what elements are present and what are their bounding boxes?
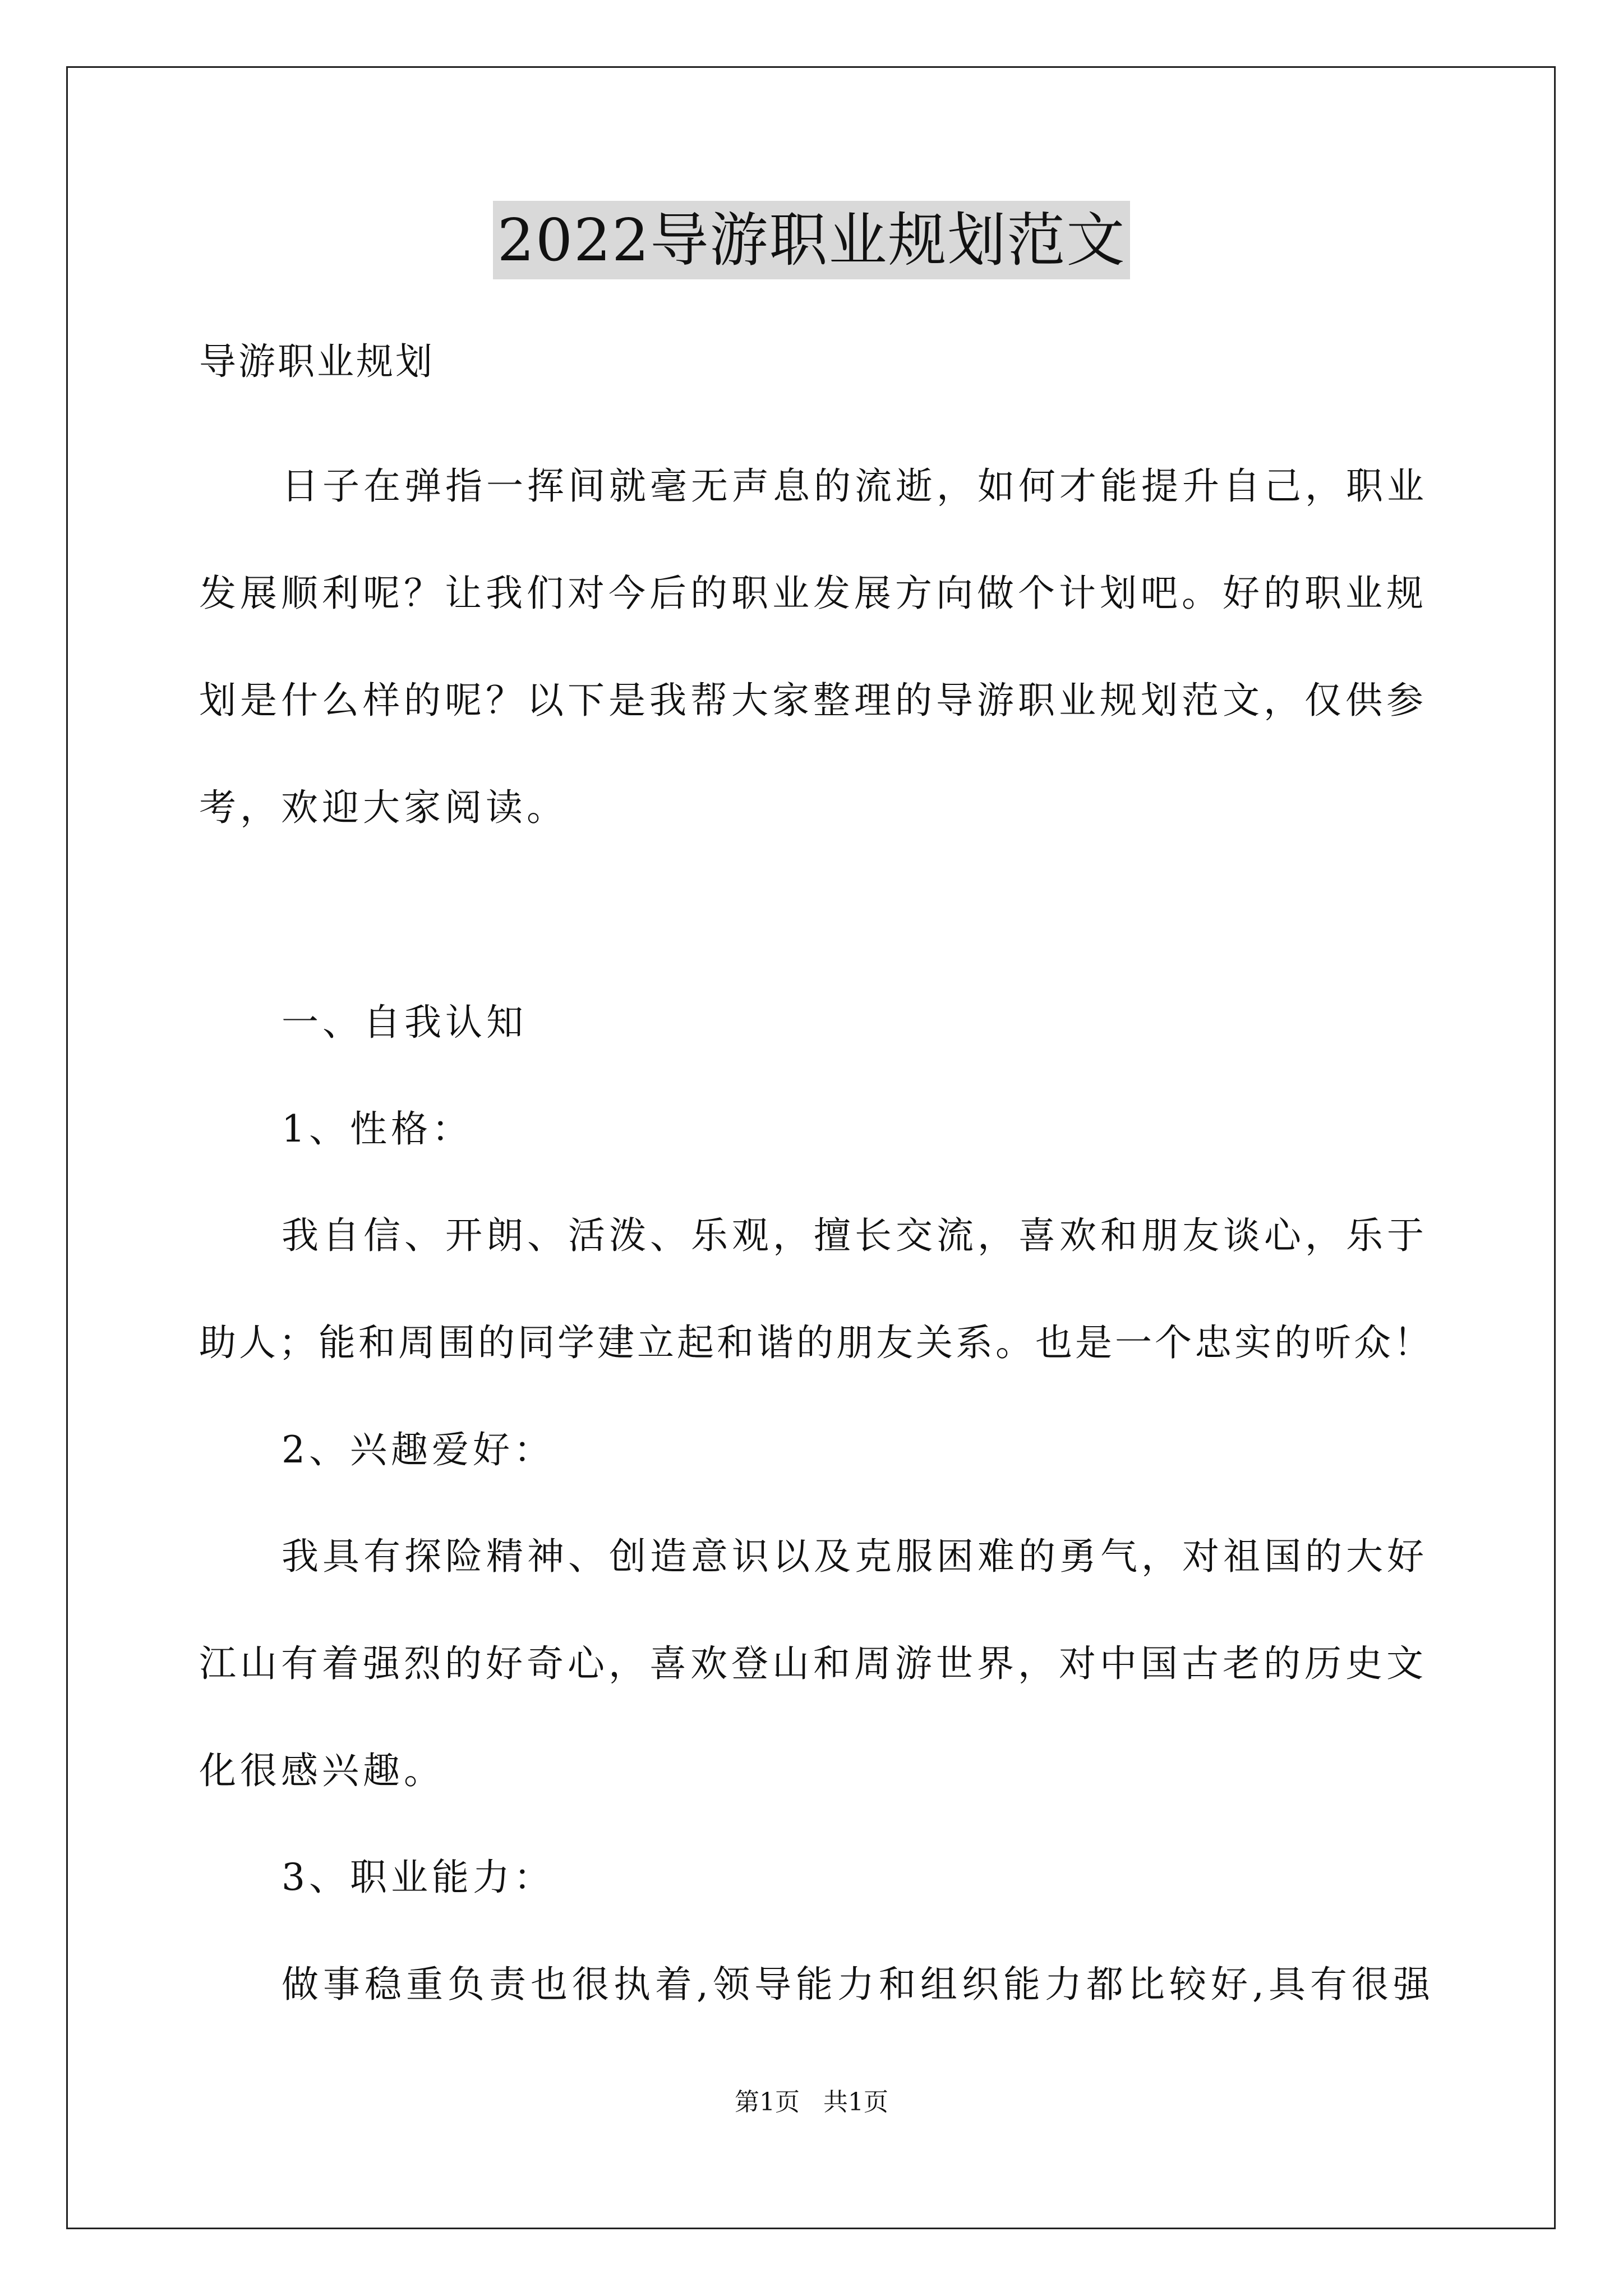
section-heading: 一、自我认知 (282, 1001, 527, 1044)
paragraph-line: 考，欢迎大家阅读。 (199, 786, 568, 829)
paragraph-line: 化很感兴趣。 (199, 1749, 445, 1792)
title-container (0, 201, 1623, 279)
paragraph-line: 助人；能和周围的同学建立起和谐的朋友关系。也是一个忠实的听众！ (199, 1321, 1433, 1364)
subsection-heading: 2、兴趣爱好： (282, 1428, 555, 1471)
paragraph-line: 江山有着强烈的好奇心，喜欢登山和周游世界，对中国古老的历史文 (199, 1642, 1427, 1685)
paragraph-line: 我具有探险精神、创造意识以及克服困难的勇气，对祖国的大好 (282, 1535, 1428, 1578)
page-footer: 第1页 共1页 (735, 2088, 888, 2116)
paragraph-line: 日子在弹指一挥间就毫无声息的流逝，如何才能提升自己，职业 (282, 464, 1428, 508)
subsection-heading: 1、性格： (282, 1107, 473, 1151)
paragraph-line: 我自信、开朗、活泼、乐观，擅长交流，喜欢和朋友谈心，乐于 (282, 1214, 1428, 1257)
paragraph-line: 发展顺利呢？让我们对今后的职业发展方向做个计划吧。好的职业规 (199, 572, 1427, 615)
paragraph-line: 划是什么样的呢？以下是我帮大家整理的导游职业规划范文，仅供参 (199, 679, 1427, 722)
document-subtitle: 导游职业规划 (199, 340, 435, 383)
subsection-heading: 3、职业能力： (282, 1856, 555, 1899)
paragraph-line: 做事稳重负责也很执着,领导能力和组织能力都比较好,具有很强 (282, 1963, 1435, 2006)
document-title: 2022导游职业规划范文 (493, 201, 1131, 279)
